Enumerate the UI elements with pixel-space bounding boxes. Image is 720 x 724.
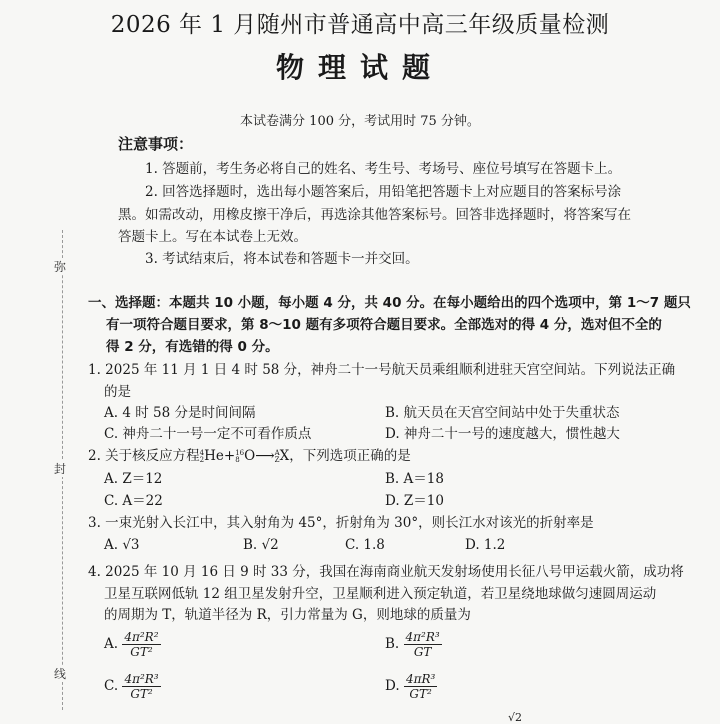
question-stem	[88, 444, 411, 464]
option-c	[104, 672, 161, 701]
option-b: B. √2	[243, 537, 279, 553]
option-letter: A.	[104, 636, 119, 652]
option-b: B. 航天员在天宫空间站中处于失重状态	[385, 405, 620, 421]
numerator: 4π²R³	[405, 630, 440, 644]
notes-heading: 注意事项：	[118, 135, 194, 153]
note-item: 3. 考试结束后，将本试卷和答题卡一并交回。	[145, 251, 419, 267]
option-b: B. A＝18	[385, 471, 444, 487]
stem-prefix: 2. 关于核反应方程	[88, 448, 200, 464]
mass-number: A	[274, 448, 280, 457]
question-stem: 的是	[104, 384, 131, 400]
option-d	[385, 672, 437, 701]
numerator: 4π²R²	[124, 630, 159, 644]
numerator: 4π²R³	[124, 672, 159, 686]
option-c: C. A＝22	[104, 493, 163, 509]
denominator: GT	[413, 645, 432, 659]
question-stem: 1. 2025 年 11 月 1 日 4 时 58 分，神舟二十一号航天员乘组顺利进驻天宫空间站。下列说法正确	[88, 362, 676, 378]
note-item: 1. 答题前，考生务必将自己的姓名、考生号、考场号、座位号填写在答题卡上。	[145, 161, 622, 177]
note-item: 答题卡上。写在本试卷上无效。	[118, 229, 307, 245]
atomic-number: 8	[235, 455, 240, 464]
atomic-number: 2	[199, 455, 205, 464]
page-subtitle: 物理试题	[275, 51, 444, 84]
margin-label: 弥	[54, 260, 67, 274]
reaction-arrow: ⟶	[255, 448, 275, 464]
numerator: 4πR³	[405, 672, 436, 686]
option-a	[104, 630, 161, 659]
margin-label: 线	[54, 667, 67, 681]
option-letter: D.	[385, 678, 400, 694]
option-a: A. Z＝12	[104, 471, 163, 487]
option-letter: C.	[104, 678, 119, 694]
denominator: GT²	[409, 687, 432, 701]
mass-number: 16	[235, 448, 245, 457]
isotope-o	[235, 450, 244, 464]
option-letter: B.	[385, 636, 400, 652]
denominator: GT²	[130, 687, 153, 701]
option-a: A. √3	[104, 537, 140, 553]
note-item: 2. 回答选择题时，选出每小题答案后，用铅笔把答题卡上对应题目的答案标号涂	[145, 184, 622, 200]
question-stem: 卫星互联网低轨 12 组卫星发射升空，卫星顺利进入预定轨道，若卫星绕地球做匀速圆周运动	[104, 586, 657, 602]
page-title: 2026 年 1 月随州市普通高中高三年级质量检测	[110, 12, 610, 38]
margin-label: 封	[54, 462, 67, 476]
option-c: C. 1.8	[345, 537, 385, 553]
cut-off-fragment: √2	[508, 711, 523, 724]
exam-info: 本试卷满分 100 分，考试用时 75 分钟。	[240, 114, 480, 129]
question-stem: 的周期为 T，轨道半径为 R，引力常量为 G，则地球的质量为	[104, 607, 471, 623]
section-instructions: 有一项符合题目要求，第 8～10 题有多项符合题目要求。全部选对的得 4 分，选对但不全的	[106, 317, 662, 333]
section-instructions: 一、选择题：本题共 10 小题，每小题 4 分，共 40 分。在每小题给出的四个选项中，第 1～7 题只	[88, 295, 691, 311]
question-stem: 4. 2025 年 10 月 16 日 9 时 33 分，我国在海南商业航天发射场使用长征八号甲运载火箭，成功将	[88, 564, 684, 580]
atomic-number: Z	[274, 455, 280, 464]
mass-number: 4	[199, 448, 205, 457]
stem-suffix: X，下列选项正确的是	[279, 448, 411, 464]
note-item: 黑。如需改动，用橡皮擦干净后，再选涂其他答案标号。回答非选择题时，将答案写在	[118, 207, 631, 223]
option-a: A. 4 时 58 分是时间间隔	[104, 405, 256, 421]
option-b	[385, 630, 442, 659]
option-c: C. 神舟二十一号一定不可看作质点	[104, 426, 312, 442]
option-d: D. 1.2	[465, 537, 506, 553]
symbol-he: He	[204, 448, 224, 464]
plus-sign: +	[223, 448, 236, 464]
denominator: GT²	[130, 645, 153, 659]
option-d: D. 神舟二十一号的速度越大，惯性越大	[385, 426, 620, 442]
fraction	[404, 630, 442, 659]
question-stem: 3. 一束光射入长江中，其入射角为 45°，折射角为 30°，则长江水对该光的折射率是	[88, 515, 594, 531]
option-d: D. Z＝10	[385, 493, 444, 509]
symbol-o: O	[244, 448, 256, 464]
fraction	[404, 672, 437, 701]
fraction	[122, 630, 160, 659]
section-instructions: 得 2 分，有选错的得 0 分。	[106, 339, 279, 355]
fraction	[122, 672, 160, 701]
